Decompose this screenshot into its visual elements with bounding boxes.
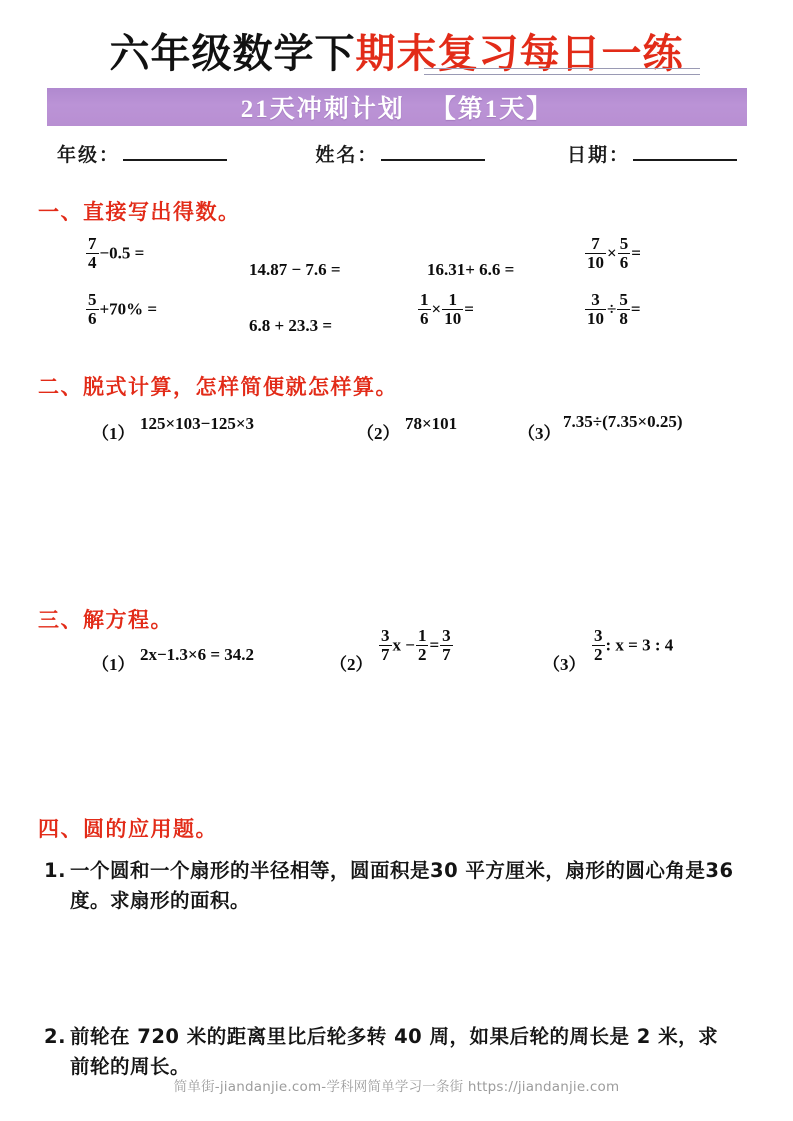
section-2-heading: 二、脱式计算，怎样简便就怎样算。 [38, 375, 398, 399]
section-2-item-3-label: （3） [518, 424, 561, 443]
expression-tail: = [631, 243, 641, 263]
fraction-numerator: 3 [591, 290, 600, 309]
fraction-denominator: 6 [88, 308, 97, 328]
section-2-item-1-expr: 125×103−125×3 [140, 414, 255, 433]
operator: × [607, 243, 617, 263]
problem-1-1 [85, 236, 144, 273]
problem-1-7 [417, 292, 474, 329]
fraction-denominator: 7 [442, 644, 451, 664]
fraction [585, 235, 606, 272]
expression-tail: −0.5 = [99, 243, 145, 263]
word-problem-1-index: 1. [44, 859, 66, 882]
fraction-denominator: 6 [619, 252, 629, 272]
problem-1-4 [584, 236, 641, 273]
section-2-item-1-label: （1） [92, 424, 135, 443]
fraction [442, 291, 463, 328]
operator: × [431, 299, 442, 319]
section-1-heading: 一、直接写出得数。 [38, 200, 241, 224]
fraction-numerator: 7 [591, 234, 600, 253]
fraction-numerator: 1 [448, 290, 457, 309]
fraction-numerator: 5 [619, 234, 629, 253]
title-black-part: 六年级数学下 [109, 31, 356, 76]
student-info-row [57, 140, 737, 167]
footer-watermark: 简单街-jiandanjie.com-学科网简单学习一条街 https://jiandanjie.com [173, 1079, 620, 1095]
expression-tail: = [464, 299, 474, 319]
fraction-numerator: 3 [594, 626, 603, 645]
problem-1-8 [584, 292, 641, 329]
fraction [416, 627, 429, 664]
fraction [585, 291, 606, 328]
fraction [440, 627, 453, 664]
section-3-item-2-label: （2） [330, 655, 373, 674]
name-blank[interactable] [381, 145, 485, 161]
fraction-denominator: 7 [381, 644, 390, 664]
fraction [618, 235, 631, 272]
section-2-item-2-expr: 78×101 [405, 414, 458, 433]
banner-day-label: 【第1天】 [430, 96, 554, 123]
title-red-part: 期末复习每日一练 [355, 31, 684, 76]
fraction-denominator: 10 [587, 308, 604, 328]
fraction-numerator: 3 [442, 626, 451, 645]
name-field [315, 140, 485, 167]
date-blank[interactable] [633, 145, 737, 161]
equals-sign: = [429, 635, 440, 655]
operator: ÷ [607, 299, 617, 319]
expression-tail: = [630, 299, 641, 319]
expression-tail: : x = 3 : 4 [605, 635, 674, 655]
fraction-denominator: 10 [444, 308, 462, 328]
word-problem-2 [44, 1022, 750, 1081]
section-3-item-1-label: （1） [92, 655, 135, 674]
title-double-underline [424, 68, 700, 75]
section-3-heading: 三、解方程。 [38, 608, 173, 632]
fraction-denominator: 2 [417, 644, 427, 664]
problem-1-5 [85, 292, 157, 329]
fraction-numerator: 7 [88, 234, 97, 253]
section-2-item-2-label: （2） [357, 424, 400, 443]
plan-banner [47, 88, 747, 126]
word-problem-2-index: 2. [44, 1025, 66, 1048]
problem-1-2: 14.87 − 7.6 = [249, 260, 341, 279]
fraction-numerator: 5 [619, 290, 628, 309]
banner-plan-label: 21天冲刺计划 [240, 96, 405, 123]
fraction-denominator: 2 [594, 644, 603, 664]
section-3-item-3-expr [591, 628, 673, 665]
expression-middle: x − [392, 635, 415, 655]
fraction-numerator: 5 [88, 290, 97, 309]
word-problem-1-text: 一个圆和一个扇形的半径相等，圆面积是30 平方厘米，扇形的圆心角是36度。求扇形的面积。 [70, 859, 734, 912]
section-3-item-2-expr [378, 628, 454, 665]
date-field [567, 140, 737, 167]
fraction [379, 627, 392, 664]
fraction [86, 235, 99, 272]
fraction [86, 291, 99, 328]
fraction-denominator: 6 [420, 308, 429, 328]
section-3-item-3-label: （3） [543, 655, 586, 674]
section-4-heading: 四、圆的应用题。 [38, 817, 218, 841]
fraction [592, 627, 605, 664]
fraction-numerator: 1 [420, 290, 429, 309]
fraction-numerator: 3 [381, 626, 390, 645]
fraction-denominator: 4 [88, 252, 97, 272]
problem-1-3: 16.31+ 6.6 = [427, 260, 515, 279]
word-problem-2-text: 前轮在 720 米的距离里比后轮多转 40 周，如果后轮的周长是 2 米，求前轮的周长。 [70, 1025, 719, 1078]
fraction [418, 291, 431, 328]
expression-tail: +70% = [99, 299, 158, 319]
section-2-item-3-expr: 7.35÷(7.35×0.25) [563, 412, 683, 431]
name-label: 姓名： [315, 145, 379, 166]
fraction [617, 291, 630, 328]
grade-label: 年级： [57, 145, 121, 166]
fraction-numerator: 1 [417, 626, 427, 645]
fraction-denominator: 10 [587, 252, 604, 272]
problem-1-6: 6.8 + 23.3 = [249, 316, 333, 335]
section-3-item-1-expr: 2x−1.3×6 = 34.2 [140, 645, 255, 664]
grade-blank[interactable] [123, 145, 227, 161]
date-label: 日期： [566, 145, 630, 166]
grade-field [57, 140, 227, 167]
word-problem-1 [44, 856, 750, 915]
fraction-denominator: 8 [619, 308, 628, 328]
